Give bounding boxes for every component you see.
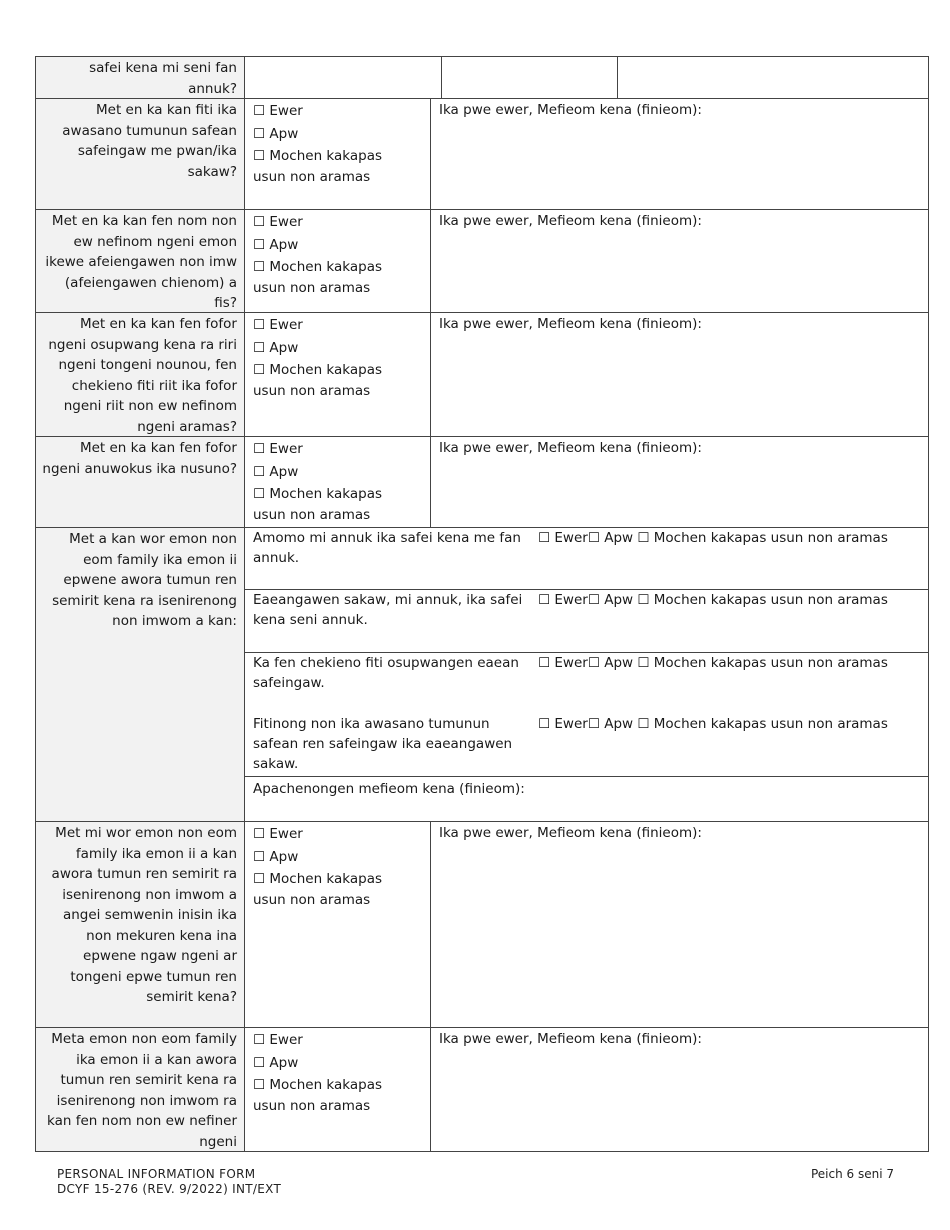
yes-checkbox[interactable]: ☐ Ewer — [253, 441, 303, 457]
form-table — [35, 56, 929, 1152]
sub-question — [245, 590, 928, 653]
no-checkbox[interactable]: ☐ Apw — [253, 237, 299, 253]
question-text: Met en ka kan fiti ika awasano tumunun safean safeingaw me pwan/ika sakaw? — [36, 99, 245, 209]
sub-question-text: Amomo mi annuk ika safei kena me fan annuk. — [253, 530, 521, 566]
answer-options — [245, 1028, 431, 1151]
explanation-field[interactable]: Ika pwe ewer, Mefieom kena (finieom): — [439, 316, 702, 332]
yes-checkbox[interactable]: ☐ Ewer — [253, 317, 303, 333]
unknown-checkbox[interactable]: ☐ Mochen kakapas usun non aramas — [253, 486, 383, 523]
answer-options — [245, 437, 431, 527]
sub-question-group — [245, 653, 928, 777]
question-text: Met en ka kan fen fofor ngeni anuwokus ika nusuno? — [36, 437, 245, 527]
additional-explanation-field[interactable] — [245, 777, 928, 822]
explanation-field[interactable]: Ika pwe ewer, Mefieom kena (finieom): — [439, 1031, 702, 1047]
question-text: Met a kan wor emon non eom family ika emon ii epwene awora tumun ren semirit kena ra isenirenong non imwom a kan: — [36, 528, 245, 821]
question-text: Met en ka kan fen nom non ew nefinom ngeni emon ikewe afeiengawen non imw (afeiengawen chienom) a fis? — [36, 210, 245, 312]
no-checkbox[interactable]: ☐ Apw — [253, 126, 299, 142]
sub-question-choices[interactable]: ☐ Ewer☐ Apw ☐ Mochen kakapas usun non aramas — [538, 530, 888, 546]
table-row — [36, 528, 928, 822]
table-row — [36, 57, 928, 99]
form-name: PERSONAL INFORMATION FORM — [57, 1167, 256, 1181]
answer-cell[interactable] — [442, 57, 618, 98]
no-checkbox[interactable]: ☐ Apw — [253, 464, 299, 480]
answer-options — [245, 99, 431, 209]
question-text: safei kena mi seni fan annuk? — [36, 57, 245, 98]
explanation-field[interactable]: Ika pwe ewer, Mefieom kena (finieom): — [439, 213, 702, 229]
answer-options — [245, 822, 431, 1027]
explanation-field[interactable]: Ika pwe ewer, Mefieom kena (finieom): — [439, 825, 702, 841]
unknown-checkbox[interactable]: ☐ Mochen kakapas usun non aramas — [253, 148, 383, 185]
form-number: DCYF 15-276 (REV. 9/2022) INT/EXT — [57, 1182, 282, 1196]
question-text: Meta emon non eom family ika emon ii a kan awora tumun ren semirit kena ra isenirenong non imwom ra kan fen nom non ew nefiner ngeni — [36, 1028, 245, 1151]
answer-cell[interactable] — [618, 57, 928, 98]
table-row — [36, 437, 928, 528]
form-footer — [57, 1167, 281, 1197]
no-checkbox[interactable]: ☐ Apw — [253, 1055, 299, 1071]
unknown-checkbox[interactable]: ☐ Mochen kakapas usun non aramas — [253, 362, 383, 399]
sub-question-choices[interactable]: ☐ Ewer☐ Apw ☐ Mochen kakapas usun non aramas — [538, 655, 888, 671]
table-row — [36, 822, 928, 1028]
answer-options — [245, 210, 431, 312]
sub-question-text: Ka fen chekieno fiti osupwangen eaean safeingaw. — [253, 655, 519, 691]
unknown-checkbox[interactable]: ☐ Mochen kakapas usun non aramas — [253, 871, 383, 908]
table-row — [36, 1028, 928, 1151]
sub-question-choices[interactable]: ☐ Ewer☐ Apw ☐ Mochen kakapas usun non aramas — [538, 716, 888, 732]
no-checkbox[interactable]: ☐ Apw — [253, 340, 299, 356]
page-number: Peich 6 seni 7 — [810, 1167, 894, 1181]
sub-question-text: Fitinong non ika awasano tumunun safean ren safeingaw ika eaeangawen sakaw. — [253, 716, 513, 772]
sub-question-choices[interactable]: ☐ Ewer☐ Apw ☐ Mochen kakapas usun non aramas — [538, 592, 888, 608]
question-text: Met en ka kan fen fofor ngeni osupwang kena ra riri ngeni tongeni nounou, fen chekieno fiti riit ika fofor ngeni riit non ew nefinom ngeni aramas? — [36, 313, 245, 436]
table-row — [36, 210, 928, 313]
no-checkbox[interactable]: ☐ Apw — [253, 849, 299, 865]
yes-checkbox[interactable]: ☐ Ewer — [253, 826, 303, 842]
yes-checkbox[interactable]: ☐ Ewer — [253, 103, 303, 119]
yes-checkbox[interactable]: ☐ Ewer — [253, 1032, 303, 1048]
unknown-checkbox[interactable]: ☐ Mochen kakapas usun non aramas — [253, 259, 383, 296]
table-row — [36, 99, 928, 210]
table-row — [36, 313, 928, 437]
explanation-field[interactable]: Ika pwe ewer, Mefieom kena (finieom): — [439, 102, 702, 118]
unknown-checkbox[interactable]: ☐ Mochen kakapas usun non aramas — [253, 1077, 383, 1114]
explanation-field[interactable]: Ika pwe ewer, Mefieom kena (finieom): — [439, 440, 702, 456]
answer-options — [245, 313, 431, 436]
yes-checkbox[interactable]: ☐ Ewer — [253, 214, 303, 230]
answer-cell[interactable] — [245, 57, 442, 98]
sub-question-text: Eaeangawen sakaw, mi annuk, ika safei kena seni annuk. — [253, 592, 523, 628]
sub-question — [245, 528, 928, 590]
additional-explanation-label: Apachenongen mefieom kena (finieom): — [253, 781, 525, 797]
question-text: Met mi wor emon non eom family ika emon ii a kan awora tumun ren semirit ra isenirenong non imwom a angei semwenin inisin ika non mekuren kena ina epwene ngaw ngeni ar tongeni epwe tumun ren semirit kena? — [36, 822, 245, 1027]
